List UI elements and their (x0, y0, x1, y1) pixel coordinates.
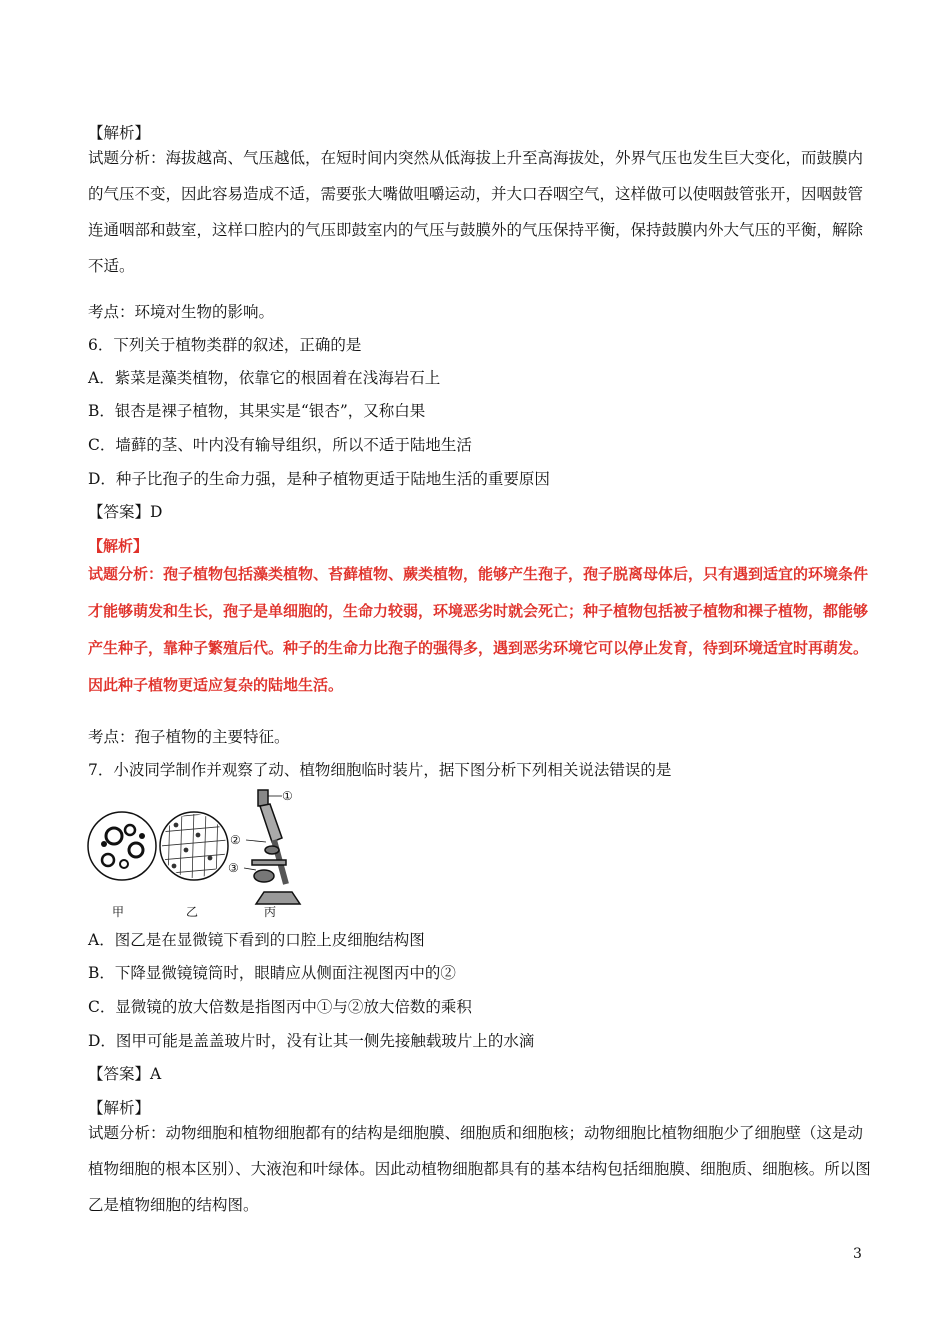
figure-drawing (86, 788, 318, 918)
q6-analysis-text: 试题分析：孢子植物包括藻类植物、苔藓植物、蕨类植物，能够产生孢子，孢子脱离母体后，只有遇到适宜的环境条件才能够萌发和生长，孢子是单细胞的，生命力较弱，环境恶劣时就会死亡；种子植物包括被子植物和裸子植物，都能够产生种子，靠种子繁殖后代。种子的生命力比孢子的强得多，遇到恶劣环境它可以停止发育，待到环境适宜时再萌发。因此种子植物更适应复杂的陆地生活。 (88, 565, 869, 694)
q7-option-b: B．下降显微镜镜筒时，眼睛应从侧面注视图丙中的② (88, 964, 456, 982)
q7-analysis-text: 试题分析：动物细胞和植物细胞都有的结构是细胞膜、细胞质和细胞核；动物细胞比植物细胞少了细胞壁（这是动植物细胞的根本区别）、大液泡和叶绿体。因此动植物细胞都具有的基本结构包括细胞膜、细胞质、细胞核。所以图乙是植物细胞的结构图。 (88, 1124, 871, 1214)
cell-microscope-figure (86, 788, 318, 918)
mark-3: ③ (228, 861, 239, 875)
q6-option-b: B．银杏是裸子植物，其果实是“银杏”，又称白果 (88, 402, 426, 420)
label-bing: 丙 (264, 905, 277, 918)
q6-kaodian: 考点：孢子植物的主要特征。 (88, 728, 290, 746)
q7-option-c: C．显微镜的放大倍数是指图丙中①与②放大倍数的乘积 (88, 998, 472, 1016)
microscope-illustration (244, 790, 300, 904)
slide-jia-illustration (88, 812, 156, 880)
q7-stem: 7．小波同学制作并观察了动、植物细胞临时装片，据下图分析下列相关说法错误的是 (88, 761, 672, 779)
page-number: 3 (853, 1246, 862, 1262)
q6-stem: 6．下列关于植物类群的叙述，正确的是 (88, 336, 362, 354)
q6-answer: 【答案】D (88, 503, 163, 521)
q6-option-a: A．紫菜是藻类植物，依靠它的根固着在浅海岩石上 (88, 369, 441, 387)
mark-1: ① (282, 789, 293, 803)
q6-option-d: D．种子比孢子的生命力强，是种子植物更适于陆地生活的重要原因 (88, 470, 550, 488)
mark-2: ② (230, 833, 241, 847)
q7-answer: 【答案】A (88, 1065, 162, 1083)
q7-analysis-heading: 【解析】 (88, 1099, 151, 1117)
q7-option-a: A．图乙是在显微镜下看到的口腔上皮细胞结构图 (88, 931, 425, 949)
label-jia: 甲 (112, 905, 125, 918)
analysis-text-1: 试题分析：海拔越高、气压越低，在短时间内突然从低海拔上升至高海拔处，外界气压也发生巨大变化，而鼓膜内的气压不变，因此容易造成不适，需要张大嘴做咀嚼运动，并大口吞咽空气，这样做可以使咽鼓管张开，因咽鼓管连通咽部和鼓室，这样口腔内的气压即鼓室内的气压与鼓膜外的气压保持平衡，保持鼓膜内外大气压的平衡，解除不适。 (88, 149, 864, 275)
label-yi: 乙 (186, 905, 199, 918)
q6-analysis-heading: 【解析】 (88, 537, 149, 555)
q6-option-c: C．墙藓的茎、叶内没有输导组织，所以不适于陆地生活 (88, 436, 472, 454)
analysis-heading-1: 【解析】 (88, 124, 151, 142)
kaodian-1: 考点：环境对生物的影响。 (88, 303, 275, 321)
slide-yi-illustration (160, 808, 228, 884)
q7-option-d: D．图甲可能是盖盖玻片时，没有让其一侧先接触载玻片上的水滴 (88, 1032, 535, 1050)
